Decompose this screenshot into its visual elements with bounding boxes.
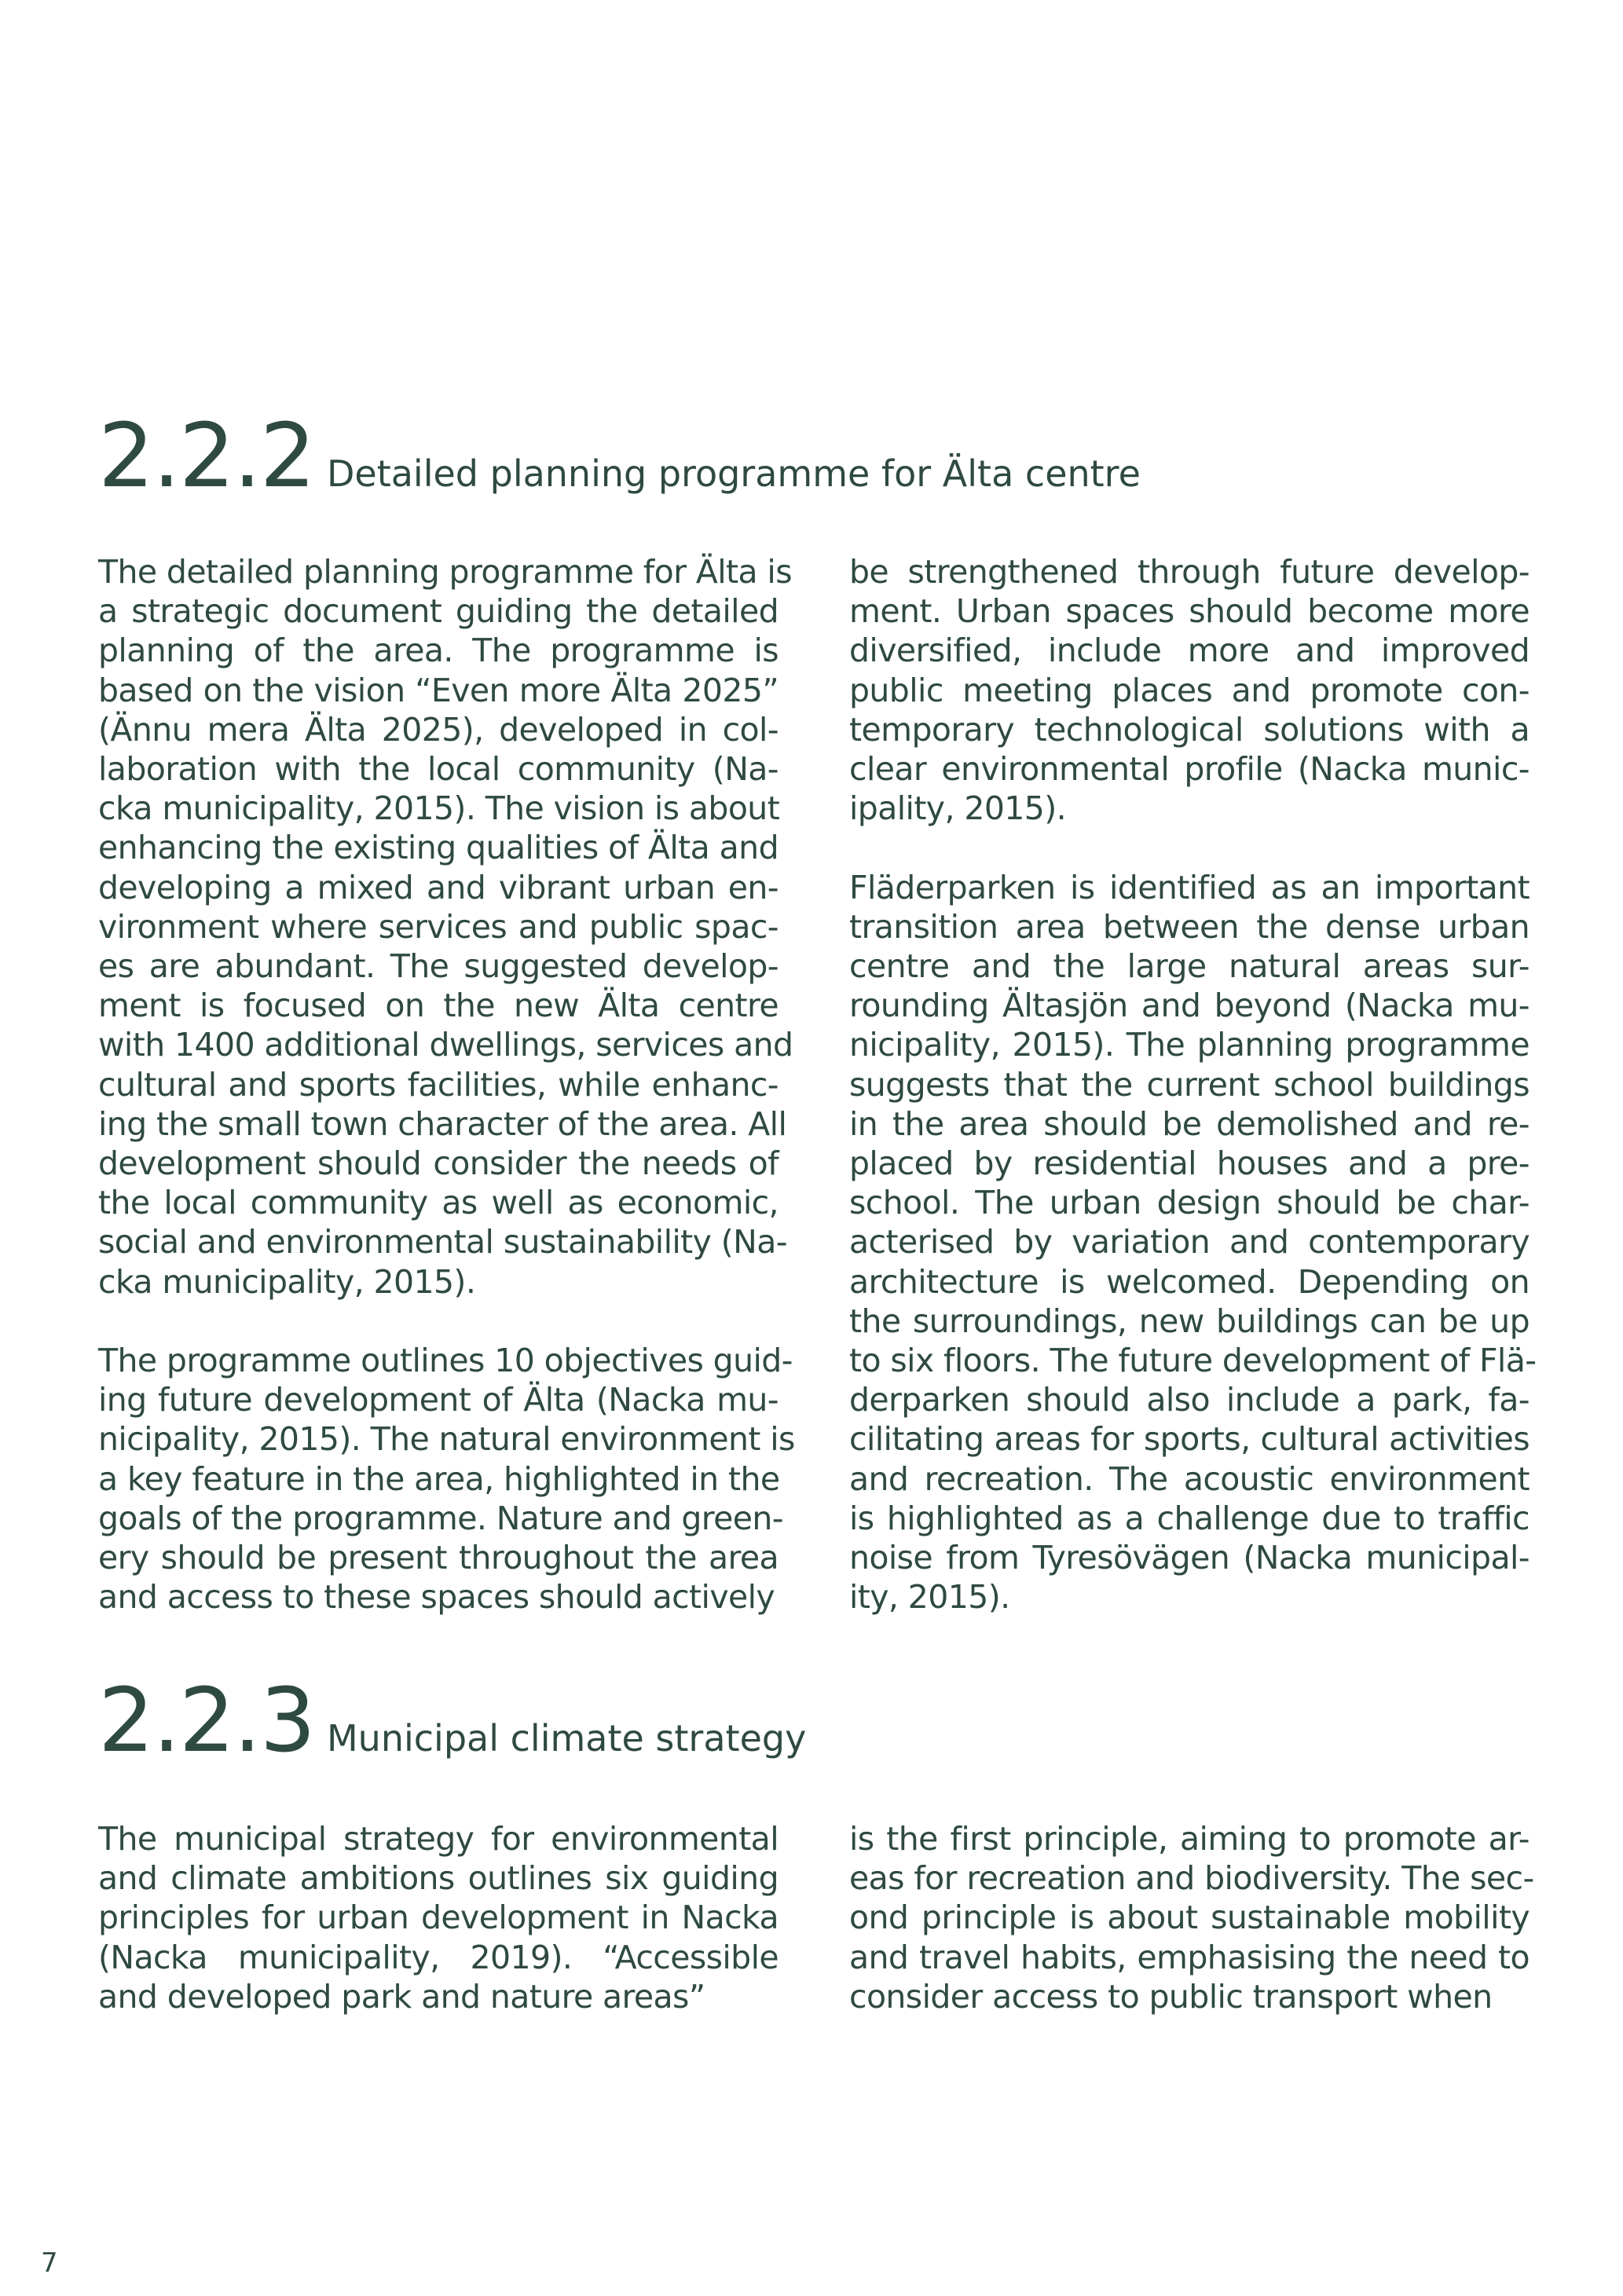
section-2-2-3-right-column: [849, 1819, 1534, 2016]
text-line: derparken should also include a park, fa-: [849, 1381, 1530, 1419]
text-line: a key feature in the area, highlighted in the: [98, 1459, 780, 1498]
text-line: es are abundant. The suggested develop-: [98, 947, 779, 986]
section-number: 2.2.3: [98, 1670, 314, 1772]
section-2-2-3-left-column: [98, 1819, 779, 2016]
text-line: and developed park and nature areas”: [98, 1977, 705, 2016]
text-line: and climate ambitions outlines six guiding: [98, 1859, 779, 1898]
text-line: temporary technological solutions with a: [849, 710, 1530, 749]
text-line: a strategic document guiding the detailed: [98, 592, 779, 631]
text-line: clear environmental profile (Nacka munic-: [849, 750, 1530, 789]
text-line: planning of the area. The programme is: [98, 632, 779, 670]
text-line: acterised by variation and contemporary: [849, 1223, 1530, 1262]
text-line: enhancing the existing qualities of Älta and: [98, 829, 779, 867]
text-line: (Nacka municipality, 2019). “Accessible: [98, 1938, 779, 1976]
text-line: ity, 2015).: [849, 1578, 1010, 1617]
text-line: ing the small town character of the area. All: [98, 1104, 787, 1143]
text-line: ipality, 2015).: [849, 789, 1067, 828]
paragraph-break: [849, 828, 1530, 867]
text-line: nicipality, 2015). The natural environment is: [98, 1420, 795, 1459]
text-line: ment is focused on the new Älta centre: [98, 987, 779, 1025]
text-line: to six floors. The future development of Flä-: [849, 1342, 1537, 1380]
text-line: the surroundings, new buildings can be up: [849, 1302, 1530, 1340]
text-line: social and environmental sustainability (Na-: [98, 1223, 787, 1262]
text-line: ment. Urban spaces should become more: [849, 592, 1530, 631]
text-line: public meeting places and promote con-: [849, 671, 1530, 709]
text-line: cka municipality, 2015). The vision is about: [98, 789, 780, 828]
text-line: architecture is welcomed. Depending on: [849, 1262, 1530, 1301]
text-line: rounding Ältasjön and beyond (Nacka mu-: [849, 987, 1530, 1025]
section-title: Detailed planning programme for Älta centre: [326, 452, 1141, 495]
text-line: (Ännu mera Älta 2025), developed in col-: [98, 710, 779, 749]
text-line: vironment where services and public spac-: [98, 907, 779, 946]
text-line: noise from Tyresövägen (Nacka municipal-: [849, 1539, 1530, 1577]
text-line: is highlighted as a challenge due to traffic: [849, 1499, 1530, 1537]
text-line: principles for urban development in Nacka: [98, 1899, 779, 1937]
text-line: laboration with the local community (Na-: [98, 750, 779, 789]
section-heading-2-2-2: [98, 405, 1141, 507]
text-line: the local community as well as economic,: [98, 1184, 779, 1222]
text-line: based on the vision “Even more Älta 2025”: [98, 671, 779, 709]
text-line: goals of the programme. Nature and green-: [98, 1499, 783, 1537]
text-line: and access to these spaces should actively: [98, 1578, 775, 1617]
text-line: The municipal strategy for environmental: [98, 1820, 779, 1858]
section-title: Municipal climate strategy: [326, 1717, 807, 1760]
text-line: ond principle is about sustainable mobility: [849, 1899, 1530, 1937]
text-line: consider access to public transport when: [849, 1977, 1493, 2016]
section-2-2-2-right-column: [849, 552, 1537, 1617]
text-line: ery should be present throughout the area: [98, 1539, 779, 1577]
text-line: The detailed planning programme for Älta is: [98, 553, 792, 591]
text-line: centre and the large natural areas sur-: [849, 947, 1530, 986]
text-line: nicipality, 2015). The planning programme: [849, 1026, 1530, 1064]
text-line: be strengthened through future develop-: [849, 553, 1530, 591]
text-line: is the first principle, aiming to promote ar-: [849, 1820, 1530, 1858]
text-line: cka municipality, 2015).: [98, 1262, 476, 1301]
paragraph-break: [98, 1302, 779, 1341]
text-line: and recreation. The acoustic environment: [849, 1459, 1530, 1498]
text-line: ing future development of Älta (Nacka mu-: [98, 1381, 779, 1419]
text-line: and travel habits, emphasising the need to: [849, 1938, 1530, 1976]
text-line: cilitating areas for sports, cultural activities: [849, 1420, 1530, 1459]
text-line: suggests that the current school buildings: [849, 1065, 1530, 1104]
section-2-2-2-left-column: [98, 552, 795, 1617]
text-line: cultural and sports facilities, while enhanc-: [98, 1065, 779, 1104]
text-line: school. The urban design should be char-: [849, 1184, 1530, 1222]
text-line: developing a mixed and vibrant urban en-: [98, 868, 779, 906]
text-line: eas for recreation and biodiversity. The sec-: [849, 1859, 1534, 1898]
text-line: diversified, include more and improved: [849, 632, 1530, 670]
text-line: The programme outlines 10 objectives guid-: [98, 1342, 793, 1380]
text-line: development should consider the needs of: [98, 1144, 779, 1183]
page-number: 7: [41, 2247, 58, 2279]
text-line: Fläderparken is identified as an important: [849, 868, 1530, 906]
section-number: 2.2.2: [98, 405, 314, 507]
text-line: in the area should be demolished and re-: [849, 1104, 1530, 1143]
text-line: placed by residential houses and a pre-: [849, 1144, 1530, 1183]
text-line: with 1400 additional dwellings, services and: [98, 1026, 793, 1064]
text-line: transition area between the dense urban: [849, 907, 1530, 946]
section-heading-2-2-3: [98, 1670, 807, 1772]
